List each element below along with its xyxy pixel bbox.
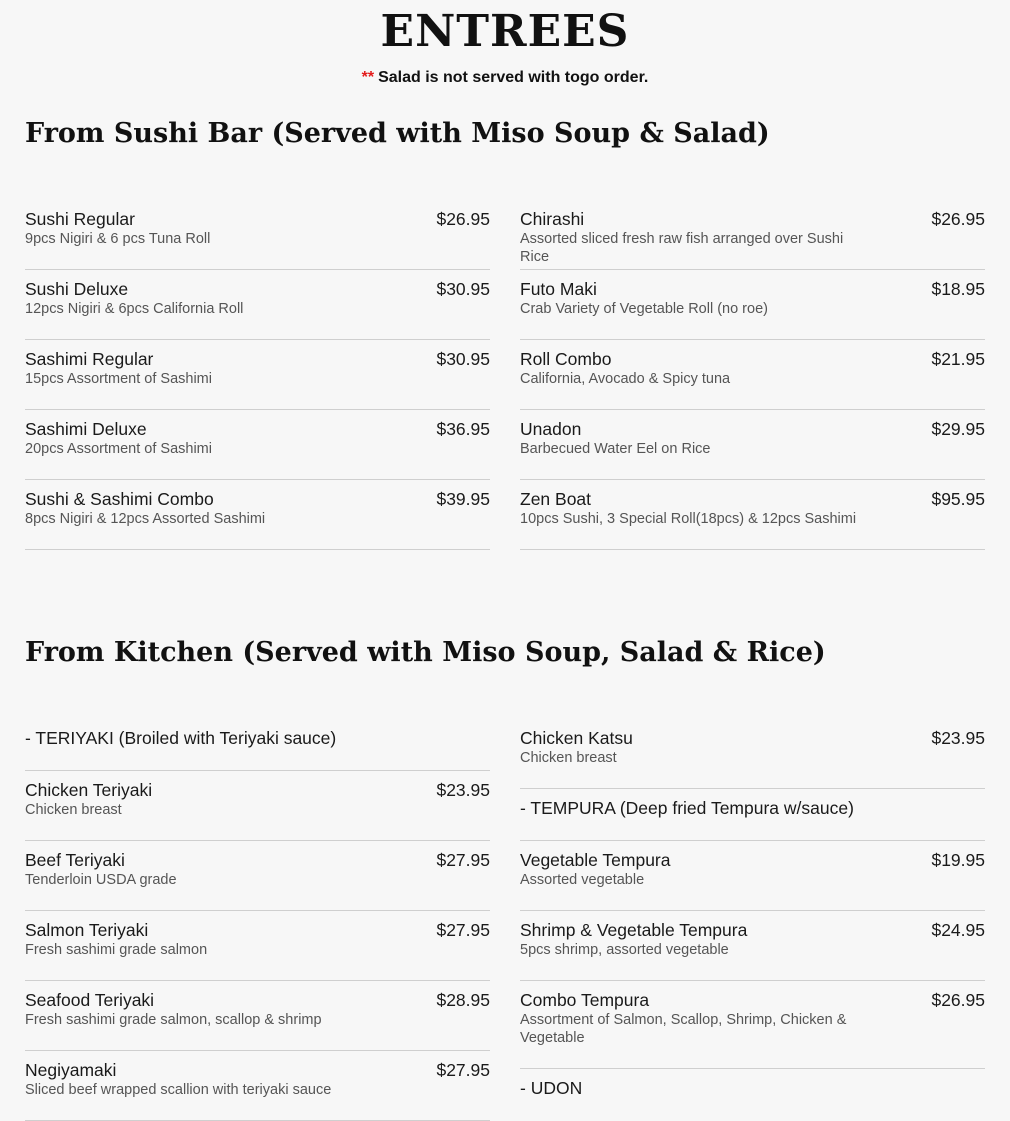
item-price: $26.95 — [931, 209, 985, 229]
item-price: $23.95 — [436, 780, 490, 800]
item-price: $29.95 — [931, 419, 985, 439]
item-description: 12pcs Nigiri & 6pcs California Roll — [25, 301, 244, 317]
item-price: $27.95 — [436, 920, 490, 940]
item-name: Zen Boat — [520, 489, 592, 509]
item-name: Sushi & Sashimi Combo — [25, 489, 214, 509]
item-description: Tenderloin USDA grade — [25, 872, 177, 888]
item-description: Barbecued Water Eel on Rice — [520, 441, 711, 457]
menu-item — [25, 1051, 490, 1121]
menu-item — [520, 719, 985, 789]
item-description: 20pcs Assortment of Sashimi — [25, 441, 212, 457]
item-name: Salmon Teriyaki — [25, 920, 149, 940]
item-description: 15pcs Assortment of Sashimi — [25, 371, 212, 387]
item-price: $19.95 — [931, 850, 985, 870]
item-price: $27.95 — [436, 1060, 490, 1080]
item-price: $23.95 — [931, 728, 985, 748]
sushi-bar-right-column — [520, 200, 985, 550]
item-description: Fresh sashimi grade salmon, scallop & shrimp — [25, 1012, 322, 1028]
item-description: Sliced beef wrapped scallion with teriyaki sauce — [25, 1082, 332, 1098]
item-name: Chirashi — [520, 209, 585, 229]
item-description: California, Avocado & Spicy tuna — [520, 371, 731, 387]
item-name: Chicken Teriyaki — [25, 780, 153, 800]
menu-item — [25, 480, 490, 550]
item-price: $27.95 — [436, 850, 490, 870]
notice-stars: ** — [361, 69, 375, 86]
menu-item — [25, 410, 490, 480]
menu-item — [520, 981, 985, 1069]
udon-category-label: - UDON — [520, 1078, 583, 1098]
item-name: Roll Combo — [520, 349, 612, 369]
menu-item — [520, 200, 985, 270]
item-description: Chicken breast — [25, 802, 122, 818]
item-name: Negiyamaki — [25, 1060, 117, 1080]
item-price: $30.95 — [436, 349, 490, 369]
menu-item — [520, 480, 985, 550]
sushi-bar-left-column — [25, 200, 490, 550]
item-price: $30.95 — [436, 279, 490, 299]
item-price: $26.95 — [931, 990, 985, 1010]
page-title: ENTREES — [380, 6, 630, 57]
item-description: 9pcs Nigiri & 6 pcs Tuna Roll — [25, 231, 211, 247]
menu-item — [520, 911, 985, 981]
item-name: Futo Maki — [520, 279, 597, 299]
item-name: Vegetable Tempura — [520, 850, 671, 870]
menu-item — [520, 841, 985, 911]
menu-item — [520, 270, 985, 340]
item-name: Seafood Teriyaki — [25, 990, 155, 1010]
item-name: Sashimi Deluxe — [25, 419, 147, 439]
item-name: Chicken Katsu — [520, 728, 633, 748]
sushi-bar-heading: From Sushi Bar (Served with Miso Soup & Salad) — [25, 118, 770, 149]
menu-item — [25, 200, 490, 270]
item-name: Unadon — [520, 419, 582, 439]
item-name: Beef Teriyaki — [25, 850, 125, 870]
item-name: Combo Tempura — [520, 990, 650, 1010]
teriyaki-category-label: - TERIYAKI (Broiled with Teriyaki sauce) — [25, 719, 490, 771]
item-description: Chicken breast — [520, 750, 617, 766]
tempura-category-label: - TEMPURA (Deep fried Tempura w/sauce) — [520, 789, 985, 841]
item-description: Assorted vegetable — [520, 872, 645, 888]
kitchen-right-column — [520, 719, 985, 1121]
togo-notice — [0, 69, 1010, 87]
menu-item — [25, 270, 490, 340]
menu-item — [25, 771, 490, 841]
kitchen-left-column — [25, 719, 490, 1121]
item-name: Sashimi Regular — [25, 349, 154, 369]
menu-item — [520, 410, 985, 480]
kitchen-heading: From Kitchen (Served with Miso Soup, Salad & Rice) — [25, 637, 826, 668]
item-price: $24.95 — [931, 920, 985, 940]
item-price: $21.95 — [931, 349, 985, 369]
notice-text: Salad is not served with togo order. — [378, 69, 649, 86]
item-description: Crab Variety of Vegetable Roll (no roe) — [520, 301, 768, 317]
item-description: Assorted sliced fresh raw fish arranged over Sushi Rice — [520, 231, 844, 265]
item-name: Shrimp & Vegetable Tempura — [520, 920, 748, 940]
menu-item — [25, 841, 490, 911]
menu-item — [25, 981, 490, 1051]
item-price: $18.95 — [931, 279, 985, 299]
item-price: $28.95 — [436, 990, 490, 1010]
item-price: $95.95 — [931, 489, 985, 509]
item-description: 10pcs Sushi, 3 Special Roll(18pcs) & 12pcs Sashimi — [520, 511, 857, 527]
item-description: Fresh sashimi grade salmon — [25, 942, 208, 958]
item-description: Assortment of Salmon, Scallop, Shrimp, Chicken & Vegetable — [520, 1012, 847, 1046]
item-description: 8pcs Nigiri & 12pcs Assorted Sashimi — [25, 511, 266, 527]
item-price: $36.95 — [436, 419, 490, 439]
item-price: $26.95 — [436, 209, 490, 229]
item-name: Sushi Regular — [25, 209, 135, 229]
menu-item — [25, 340, 490, 410]
menu-item — [25, 911, 490, 981]
menu-item — [520, 340, 985, 410]
item-price: $39.95 — [436, 489, 490, 509]
item-description: 5pcs shrimp, assorted vegetable — [520, 942, 729, 958]
item-name: Sushi Deluxe — [25, 279, 129, 299]
